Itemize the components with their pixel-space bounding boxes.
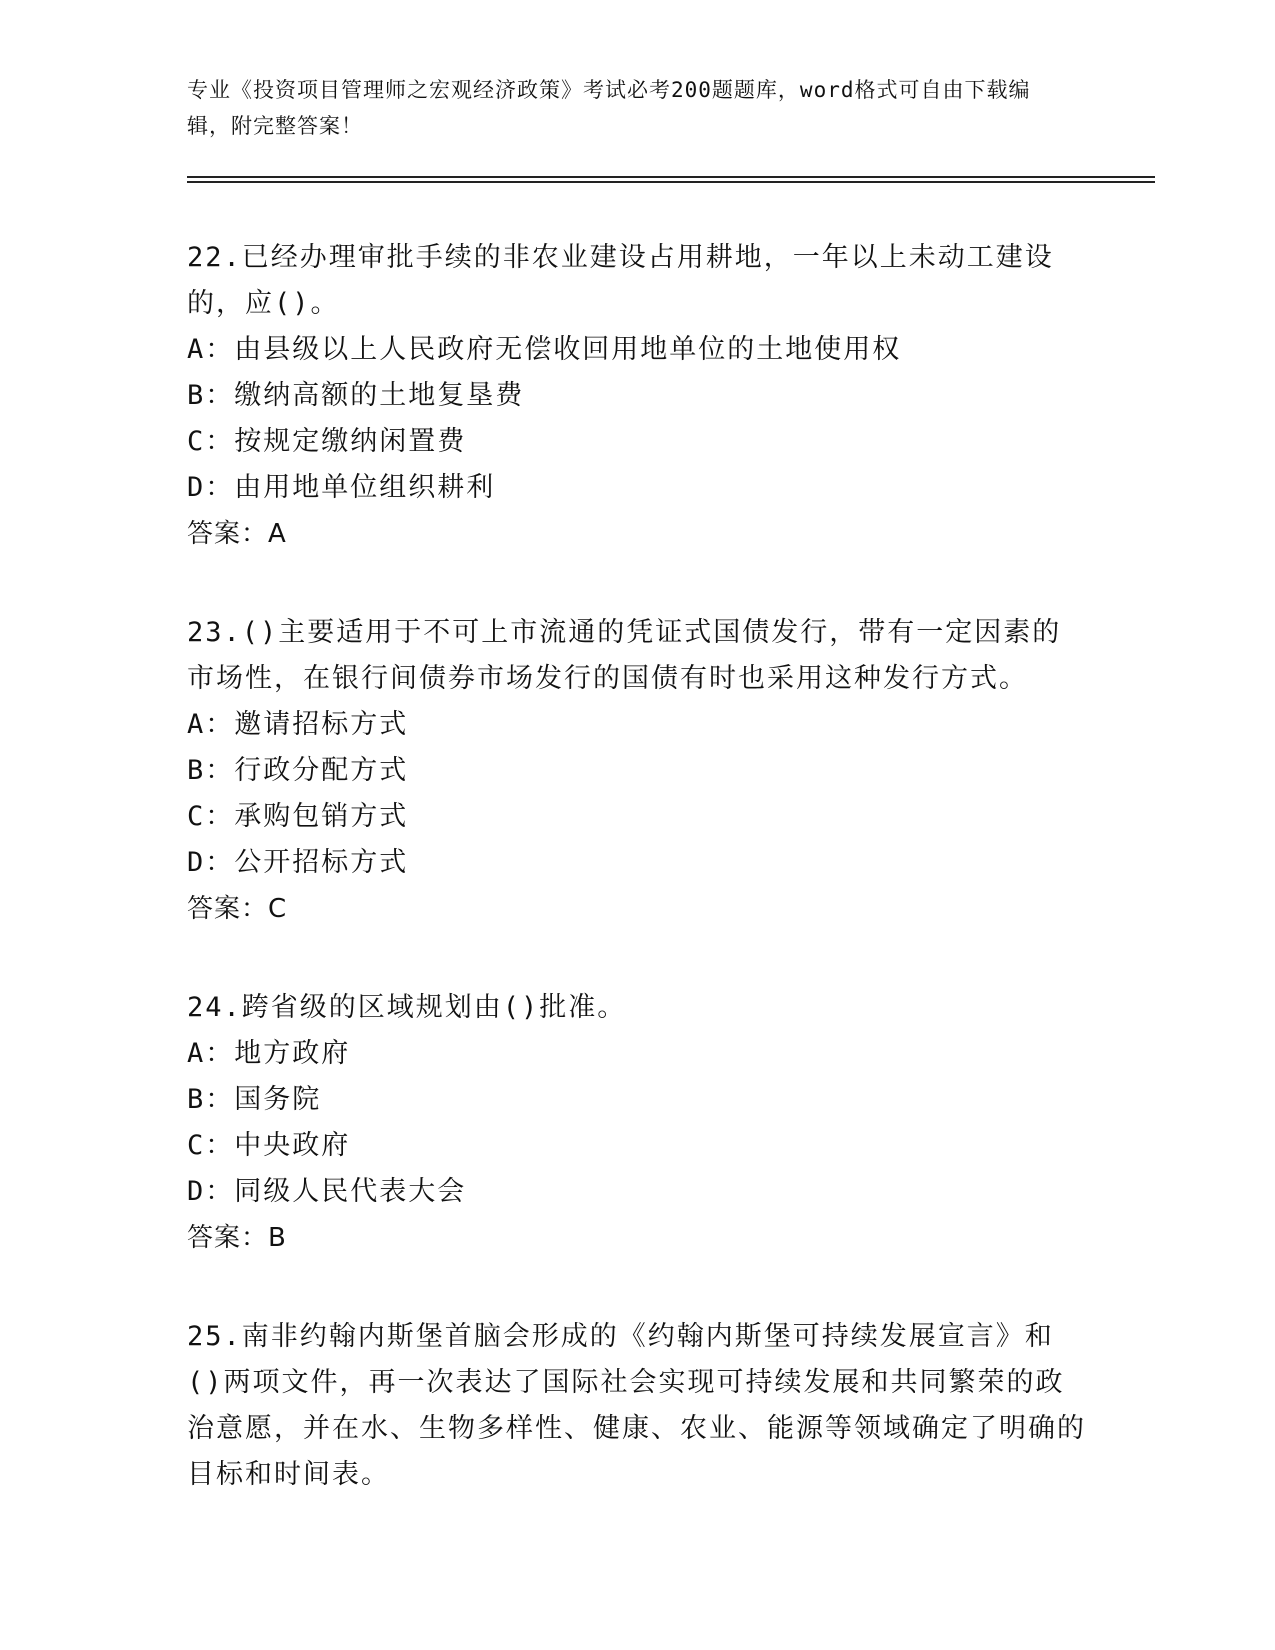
question-text: 24.跨省级的区域规划由()批准。 [187,992,627,1023]
option-b: B：行政分配方式 [187,755,409,786]
question-text: 25.南非约翰内斯堡首脑会形成的《约翰内斯堡可持续发展宣言》和()两项文件，再一次表达了国际社会实现可持续发展和共同繁荣的政治意愿，并在水、生物多样性、健康、农业、能源等领域确定了明确的目标和时间表。 [187,1321,1086,1490]
answer-line [187,1215,1087,1261]
answer-label: 答案： [187,1223,269,1253]
question-24 [187,985,1087,1261]
option-a: A：地方政府 [187,1038,351,1069]
option-d: D：同级人民代表大会 [187,1176,467,1207]
header-divider-bottom [187,181,1155,183]
answer-value: B [268,1223,287,1253]
question-text: 23.()主要适用于不可上市流通的凭证式国债发行，带有一定因素的市场性，在银行间债券市场发行的国债有时也采用这种发行方式。 [187,617,1062,694]
option-c: C：承购包销方式 [187,801,409,832]
answer-value: A [268,519,287,549]
option-b: B：缴纳高额的土地复垦费 [187,380,525,411]
answer-label: 答案： [187,519,269,549]
answer-label: 答案： [187,894,269,924]
option-d: D：由用地单位组织耕利 [187,472,496,503]
question-22 [187,235,1087,557]
question-23 [187,610,1087,932]
option-d: D：公开招标方式 [187,847,409,878]
question-list [187,235,1087,1551]
question-25 [187,1314,1087,1498]
option-a: A：由县级以上人民政府无偿收回用地单位的土地使用权 [187,334,902,365]
header-divider-top [187,176,1155,178]
option-a: A：邀请招标方式 [187,709,409,740]
option-b: B：国务院 [187,1084,322,1115]
answer-value: C [268,894,288,924]
answer-line [187,511,1087,557]
option-c: C：中央政府 [187,1130,351,1161]
option-c: C：按规定缴纳闲置费 [187,426,467,457]
answer-line [187,886,1087,932]
question-text: 22.已经办理审批手续的非农业建设占用耕地，一年以上未动工建设的，应()。 [187,242,1054,319]
document-header-intro: 专业《投资项目管理师之宏观经济政策》考试必考200题题库，word格式可自由下载编辑，附完整答案！ [187,78,1031,138]
